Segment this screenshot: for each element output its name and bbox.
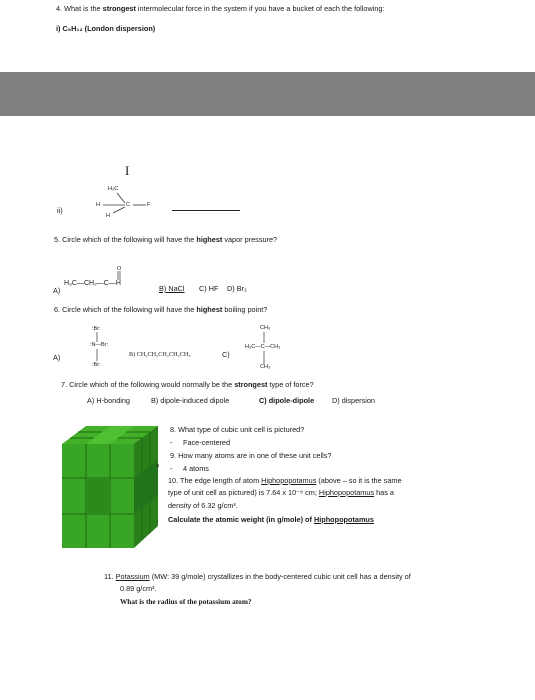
q5-prompt-emphasis: highest (196, 235, 223, 244)
q7-opt-b[interactable]: B) dipole-induced dipole (151, 396, 230, 405)
q10-line-4-text: Calculate the atomic weight (in g/mole) of (168, 515, 314, 524)
q4-mol-top-symbol: I (125, 163, 130, 178)
q6-prompt-text: 6. Circle which of the following will have the (54, 305, 197, 314)
q8-answer[interactable]: Face-centered (183, 438, 231, 447)
q6-opt-a-bonds (95, 331, 99, 363)
q6-br-top: :Br: (92, 326, 101, 332)
q5-opt-d[interactable]: D) Br₂ (227, 284, 247, 293)
q10-element-name-2: Hiphopopotamus (318, 488, 375, 497)
q7-opt-d[interactable]: D) dispersion (332, 396, 375, 405)
q7-prompt-text: 7. Circle which of the following would normally be the (61, 380, 235, 389)
q4-item-ii-label: ii) (57, 206, 63, 215)
q6-c-top: CH₃ (260, 325, 271, 331)
q10-line-1 (168, 476, 402, 485)
q11-number: 11. (104, 572, 116, 581)
q7-prompt-emphasis: strongest (234, 380, 268, 389)
q6-prompt (54, 305, 267, 314)
q4-mol-h-left: H (96, 202, 100, 208)
q4-mol-h-bottom: H (106, 213, 110, 219)
q10-line-3: density of 6.32 g/cm³. (168, 501, 238, 510)
cube-label: a (156, 463, 160, 469)
q10-line-1-rest: (above – so it is the same (316, 476, 402, 485)
q6-br-bottom: :Br: (92, 362, 101, 368)
q9-bullet: - (170, 464, 173, 473)
q5-opt-b[interactable]: B) NaCl (159, 284, 185, 293)
q6-c-mid: H₃C—C—CH₃ (245, 344, 281, 350)
q4-answer-line[interactable] (172, 210, 240, 211)
q10-element-name-3: Hiphopopotamus (313, 515, 374, 524)
q5-opt-c[interactable]: C) HF (199, 284, 219, 293)
page-separator (0, 72, 535, 116)
q5-prompt (54, 235, 277, 244)
q8-prompt: 8. What type of cubic unit cell is pictured? (170, 425, 305, 434)
q8-bullet: - (170, 438, 173, 447)
q11-line-2: 0.89 g/cm³. (120, 584, 157, 593)
q7-prompt-rest: type of force? (267, 380, 314, 389)
q6-opt-a-label[interactable]: A) (53, 353, 61, 362)
q4-item-i-label: i) C₅H₁₂ (56, 24, 83, 33)
q10-line-2 (168, 488, 394, 497)
q7-opt-a[interactable]: A) H-bonding (87, 396, 130, 405)
q7-opt-c[interactable]: C) dipole-dipole (259, 396, 315, 405)
q10-line-2-rest: has a (374, 488, 394, 497)
q5-opt-a-label[interactable]: A) (53, 286, 61, 295)
q4-mol-h3c: H₃C (108, 186, 119, 192)
q10-line-4 (168, 515, 374, 524)
q11-line-3: What is the radius of the potassium atom? (120, 597, 252, 606)
q10-line-2-text: type of unit cell as pictured) is 7.64 x 10⁻⁸ cm; (168, 488, 319, 497)
fcc-cube-image (58, 420, 164, 562)
q10-line-1-text: 10. The edge length of atom (168, 476, 262, 485)
cube-face-center-front (86, 478, 110, 514)
q6-prompt-emphasis: highest (196, 305, 223, 314)
q4-prompt (56, 4, 385, 13)
q10-element-name: Hiphopopotamus (261, 476, 317, 485)
q5-prompt-text: 5. Circle which of the following will have the (54, 235, 197, 244)
q4-prompt-rest: intermolecular force in the system if you have a bucket of each the following: (135, 4, 385, 13)
q6-opt-b[interactable]: B) CH₃CH₂CH₂CH₂CH₃ (129, 351, 191, 358)
q4-mol-f: F (147, 202, 151, 208)
q6-c-bottom: CH₃ (260, 364, 271, 370)
q4-mol-bonds (95, 185, 155, 217)
q6-opt-c-label[interactable]: C) (222, 350, 230, 359)
q6-prompt-rest: boiling point? (222, 305, 268, 314)
q9-prompt: 9. How many atoms are in one of these unit cells? (170, 451, 332, 460)
q9-answer[interactable]: 4 atoms (183, 464, 209, 473)
q6-opt-c-bonds (261, 331, 267, 365)
q4-mol-c: C (126, 202, 130, 208)
q11-element-name: Potassium (115, 572, 150, 581)
q4-item-i (56, 24, 155, 33)
q5-opt-a-oxygen: O (117, 266, 122, 272)
q5-opt-a-formula: H₃C—CH₂—C—H (64, 280, 121, 287)
q6-n-br: :N—Br: (90, 342, 109, 348)
q4-item-i-answer: (London dispersion) (84, 24, 156, 33)
q5-prompt-rest: vapor pressure? (222, 235, 278, 244)
q4-prompt-emphasis: strongest (102, 4, 136, 13)
q11-line-1-rest: (MW: 39 g/mole) crystallizes in the body-centered cubic unit cell has a density of (149, 572, 411, 581)
q11-line-1 (104, 572, 411, 581)
q7-prompt (61, 380, 314, 389)
q4-prompt-text: 4. What is the (56, 4, 103, 13)
